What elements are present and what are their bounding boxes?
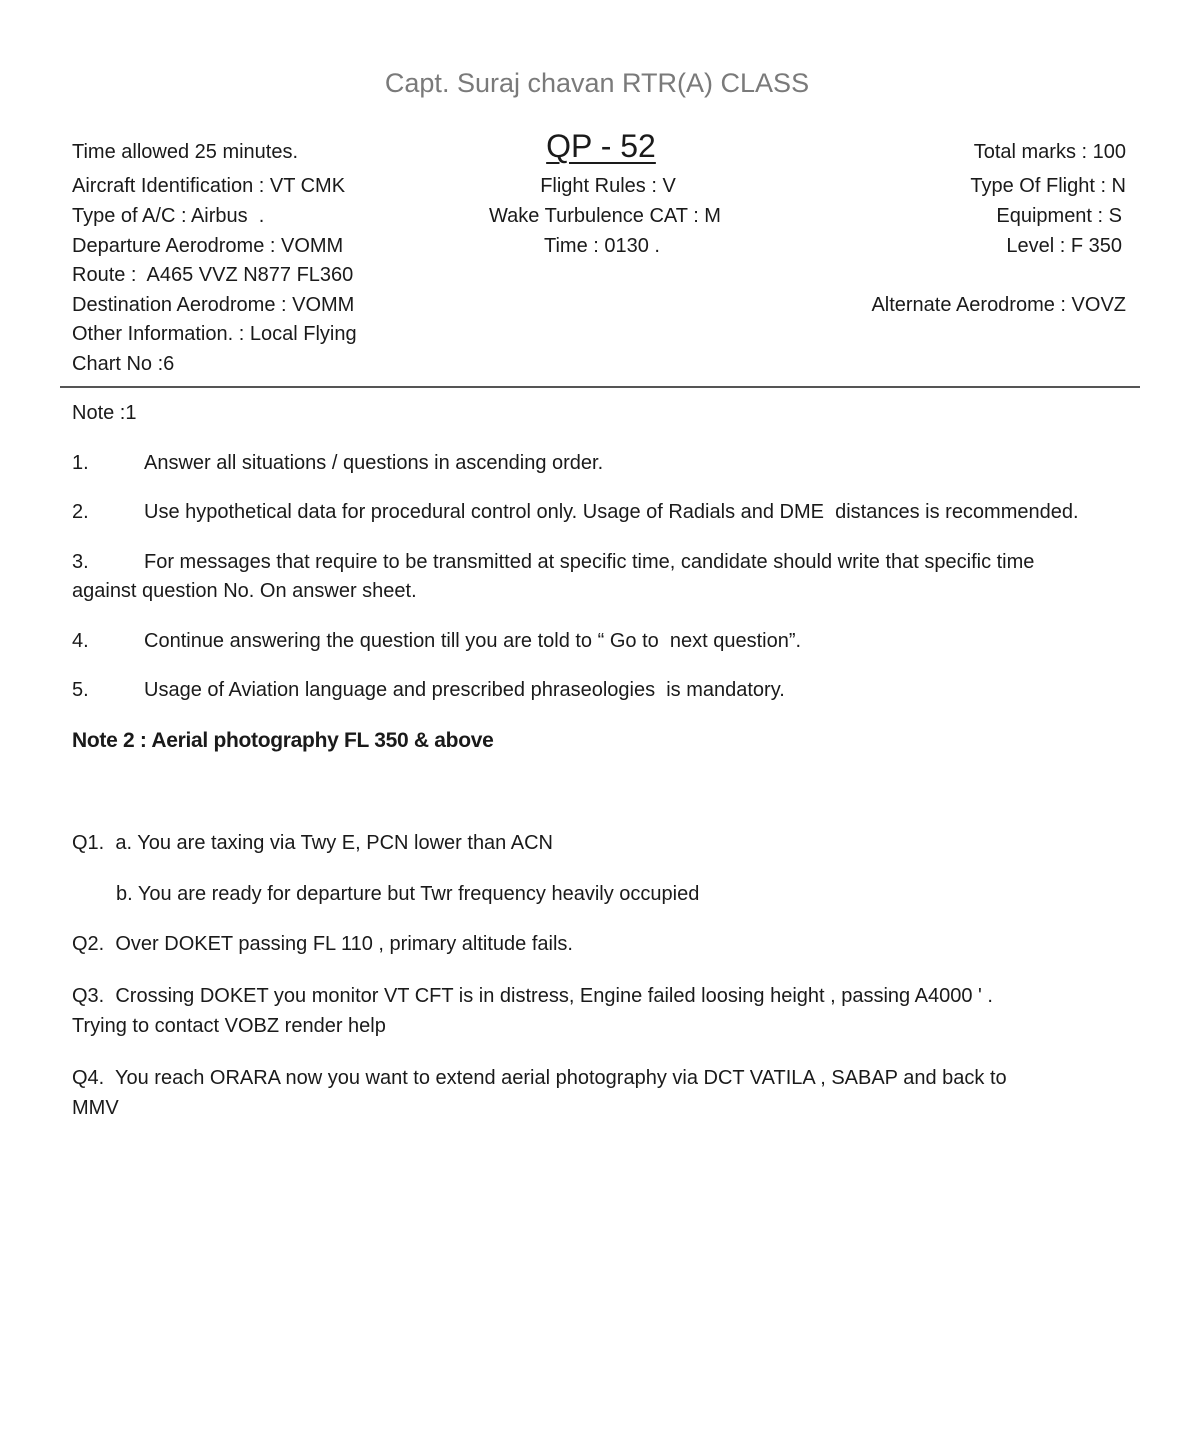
- question-1b: b. You are ready for departure but Twr frequency heavily occupied: [116, 883, 700, 905]
- flight-level: Level : F 350: [1006, 235, 1122, 257]
- question-2: Q2. Over DOKET passing FL 110 , primary altitude fails.: [72, 933, 573, 955]
- chart-number: Chart No :6: [72, 353, 175, 375]
- note1-item-text: Usage of Aviation language and prescribed phraseologies is mandatory.: [144, 679, 785, 701]
- type-of-flight: Type Of Flight : N: [970, 175, 1126, 197]
- header-divider: [60, 386, 1140, 388]
- note1-item-text: Use hypothetical data for procedural control only. Usage of Radials and DME distances is recommended.: [144, 501, 1079, 523]
- question-4: Q4. You reach ORARA now you want to extend aerial photography via DCT VATILA , SABAP and back to: [72, 1067, 1007, 1089]
- question-3-continued: Trying to contact VOBZ render help: [72, 1015, 386, 1037]
- note1-item-text: Continue answering the question till you are told to “ Go to next question”.: [144, 630, 802, 652]
- note1-item-text-continued: against question No. On answer sheet.: [72, 580, 417, 602]
- question-3: Q3. Crossing DOKET you monitor VT CFT is in distress, Engine failed loosing height , passing A4000 ' .: [72, 985, 993, 1007]
- departure-aerodrome: Departure Aerodrome : VOMM: [72, 235, 344, 257]
- aircraft-type: Type of A/C : Airbus .: [72, 205, 265, 227]
- note1-item-number: 3.: [72, 551, 89, 573]
- note1-item-number: 4.: [72, 630, 89, 652]
- note1-item-number: 2.: [72, 501, 89, 523]
- total-marks: Total marks : 100: [973, 141, 1126, 163]
- note2: Note 2 : Aerial photography FL 350 & above: [72, 729, 494, 752]
- route: Route : A465 VVZ N877 FL360: [72, 264, 354, 286]
- aircraft-identification: Aircraft Identification : VT CMK: [72, 175, 346, 197]
- alternate-aerodrome: Alternate Aerodrome : VOVZ: [871, 294, 1126, 316]
- time-allowed: Time allowed 25 minutes.: [72, 141, 299, 163]
- note1-item-text: For messages that require to be transmitted at specific time, candidate should write that specific time: [144, 551, 1035, 573]
- note1-heading: Note :1: [72, 402, 137, 424]
- destination-aerodrome: Destination Aerodrome : VOMM: [72, 294, 355, 316]
- departure-time: Time : 0130 .: [544, 235, 660, 257]
- note1-item-text: Answer all situations / questions in ascending order.: [144, 452, 604, 474]
- equipment: Equipment : S: [996, 205, 1122, 227]
- question-1a: Q1. a. You are taxing via Twy E, PCN lower than ACN: [72, 832, 553, 854]
- note1-item-number: 1.: [72, 452, 89, 474]
- other-information: Other Information. : Local Flying: [72, 323, 357, 345]
- question-4-continued: MMV: [72, 1097, 119, 1119]
- note1-item-number: 5.: [72, 679, 89, 701]
- question-paper-number: QP - 52: [546, 128, 656, 164]
- wake-turbulence-category: Wake Turbulence CAT : M: [489, 205, 721, 227]
- document-title: Capt. Suraj chavan RTR(A) CLASS: [384, 68, 810, 98]
- flight-rules: Flight Rules : V: [540, 175, 676, 197]
